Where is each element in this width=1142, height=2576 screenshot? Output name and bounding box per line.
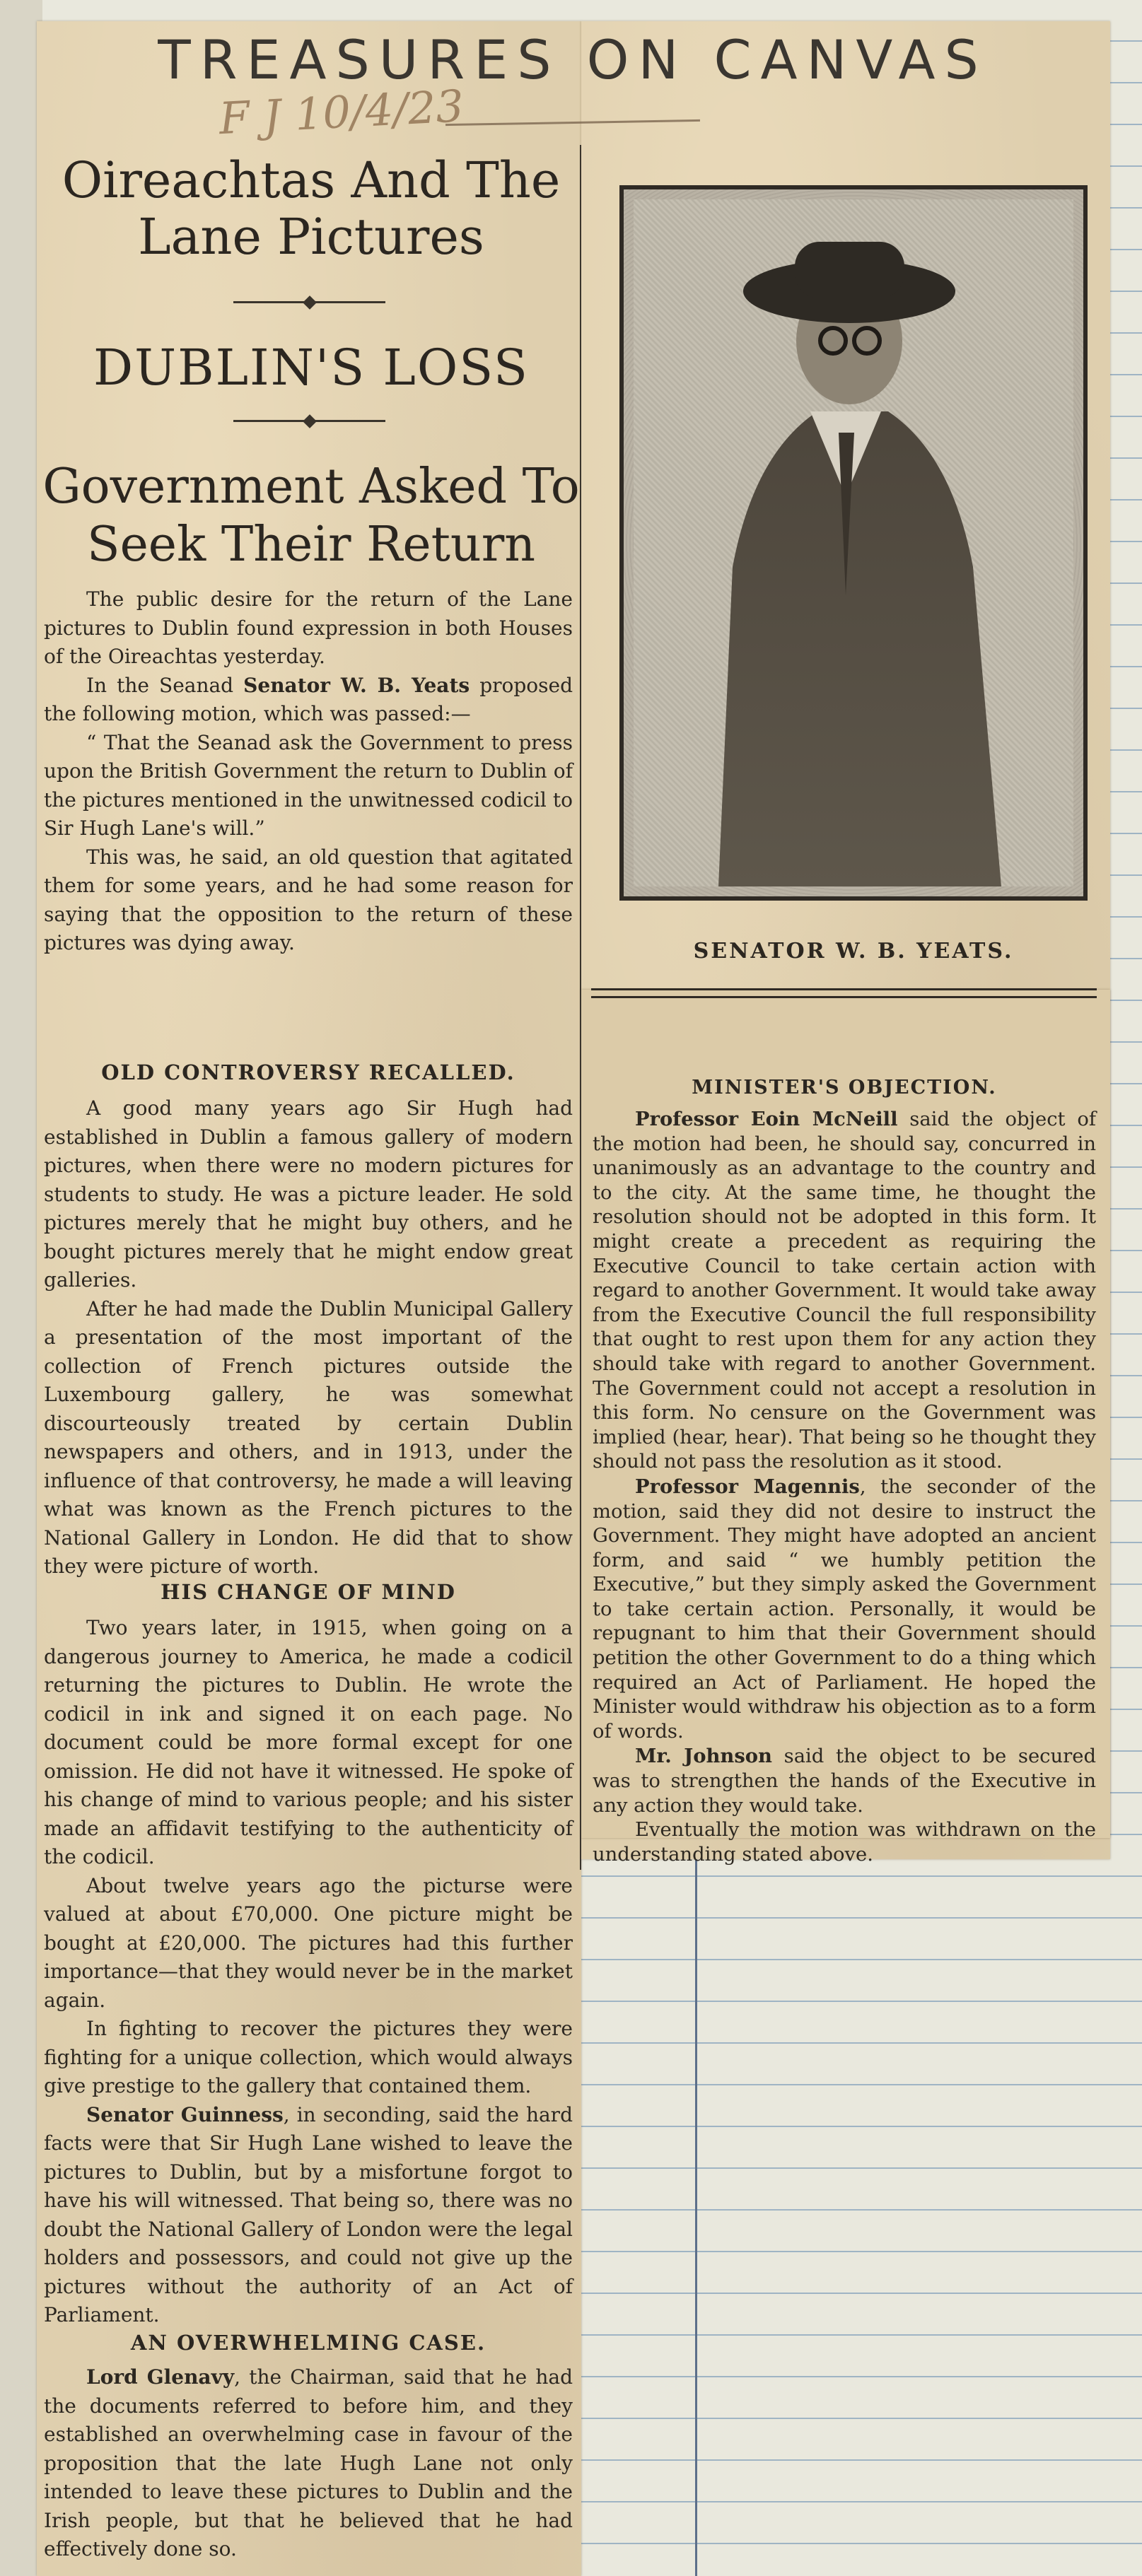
portrait-figure-icon	[634, 199, 1073, 886]
mr-johnson-name: Mr. Johnson	[635, 1745, 772, 1768]
handwritten-date-note: F J 10/4/23	[217, 80, 465, 145]
article-paragraph: Mr. Johnson said the object to be secured was to strengthen the hands of the Executive in any action they would take.	[593, 1745, 1096, 1817]
section-change-of-mind	[44, 1614, 573, 2330]
masthead: TREASURES ON CANVAS	[158, 28, 988, 91]
article-paragraph: Senator Guinness, in seconding, said the hard facts were that Sir Hugh Lane wished to leave the pictures to Dublin, but by a misfortune forgot to have his will witnessed. That being so, there was no doubt the National Gallery of London were the legal holders and possessors, and could not give up the pictures without the authority of an Act of Parliament.	[44, 2102, 573, 2326]
notebook-left-margin	[0, 0, 42, 2576]
column-divider	[580, 145, 581, 1870]
article-paragraph: Two years later, in 1915, when going on a dangerous journey to America, he made a codicil returning the pictures to Dublin. He wrote the codicil in ink and signed it on each page. No document could be more formal except for one omission. He did not have it witnessed. He spoke of his change of mind to various people; and his sister made an affidavit testifying to the authenticity of the codicil.	[44, 1616, 573, 1868]
senator-guinness-name: Senator Guinness	[86, 2102, 284, 2126]
headline-oireachtas-line-2: Lane Pictures	[138, 208, 484, 266]
article-paragraph: In fighting to recover the pictures they were fighting for a unique collection, which would always give prestige to the gallery that contained them.	[44, 2017, 573, 2097]
article-paragraph: After he had made the Dublin Municipal Gallery a presentation of the most important of the collection of French pictures outside the Luxembourg gallery, he was somewhat discourteously treated by certain Dublin newspapers and others, and in 1913, under the influence of that controversy, he made a will leaving what was known as the French pictures to the National Gallery in London. He did that to show they were picture of worth.	[44, 1296, 573, 1578]
headline-dublins-loss: DUBLIN'S LOSS	[93, 339, 529, 397]
headline-oireachtas	[42, 152, 580, 265]
portrait-photo	[619, 185, 1088, 901]
subhead-overwhelming-case: AN OVERWHELMING CASE.	[130, 2331, 486, 2355]
motion-quote: “ That the Seanad ask the Government to press upon the British Government the return to Dublin of the pictures mentioned in the unwitnessed codicil to Sir Hugh Lane's will.”	[44, 730, 573, 840]
article-paragraph: Eventually the motion was withdrawn on the understanding stated above.	[593, 1819, 1096, 1866]
headline-government-line-1: Government Asked To	[42, 459, 580, 515]
senator-yeats-name: Senator W. B. Yeats	[243, 673, 470, 697]
subhead-ministers-objection: MINISTER'S OBJECTION.	[692, 1077, 997, 1099]
intro-text	[44, 585, 573, 958]
professor-magennis-name: Professor Magennis	[635, 1475, 860, 1498]
ornament-rule	[233, 420, 385, 422]
double-rule	[591, 988, 1097, 998]
headline-government-line-2: Seek Their Return	[86, 517, 535, 573]
article-paragraph: Professor Magennis, the seconder of the motion, said they did not desire to instruct the Government. They might have adopted an ancient form, and said “ we humbly petition the Executive,” but they simply asked the Government to take certain action. Personally, it would be repugnant to him that their Government should petition the other Government to do a thing which required an Act of Parliament. He hoped the Minister would withdraw his objection as to a form of words.	[593, 1475, 1097, 1743]
intro-paragraph: The public desire for the return of the Lane pictures to Dublin found expression in both Houses of the Oireachtas yesterday.	[44, 587, 573, 668]
intro-paragraph: This was, he said, an old question that agitated them for some years, and he had some reason for saying that the opposition to the return of these pictures was dying away.	[44, 845, 573, 954]
professor-mcneill-name: Professor Eoin McNeill	[635, 1108, 898, 1130]
ornament-rule	[233, 301, 385, 303]
section-overwhelming-case	[44, 2363, 573, 2564]
article-paragraph: Professor Eoin McNeill said the object of the motion had been, he should say, concurred in unanimously as an advantage to the country and to the city. At the same time, he thought the resolution should not be adopted in this form. It might create a precedent as requiring the Executive Council to take certain action with regard to another Government. It would take away from the Executive Council the full responsibility that ought to rest upon them for any action they should take with regard to another Government. The Government could not accept a resolution in this form. No censure on the Government was implied (hear, hear). That being so he thought they should not pass the resolution as it stood.	[593, 1108, 1096, 1473]
article-paragraph: Lord Glenavy, the Chairman, said that he had the documents referred to before him, and they established an overwhelming case in favour of the proposition that the late Hugh Lane not only intended to leave these pictures to Dublin and the Irish people, but that he believed that he had effectively done so.	[44, 2365, 573, 2560]
photo-caption: SENATOR W. B. YEATS.	[693, 939, 1014, 964]
article-paragraph: A good many years ago Sir Hugh had established in Dublin a famous gallery of modern pictures, when there were no modern pictures for students to study. He was a picture leader. He sold pictures merely that he might buy others, and he bought pictures merely that he might endow great galleries.	[44, 1096, 573, 1292]
subhead-old-controversy: OLD CONTROVERSY RECALLED.	[101, 1060, 515, 1084]
intro-motion-paragraph: In the Seanad Senator W. B. Yeats proposed the following motion, which was passed:—	[44, 673, 573, 725]
lord-glenavy-name: Lord Glenavy	[86, 2365, 235, 2389]
section-ministers-objection	[593, 1107, 1096, 1867]
section-old-controversy	[44, 1094, 573, 1581]
headline-government-asked	[39, 458, 583, 574]
notebook-margin-line	[695, 1838, 697, 2576]
article-paragraph: About twelve years ago the picturse were valued at about £70,000. One picture might be bought at £20,000. The pictures had this further importance—that they would never be in the market again.	[44, 1873, 573, 2012]
subhead-change-of-mind: HIS CHANGE OF MIND	[161, 1580, 456, 1604]
headline-oireachtas-line-1: Oireachtas And The	[62, 151, 561, 209]
